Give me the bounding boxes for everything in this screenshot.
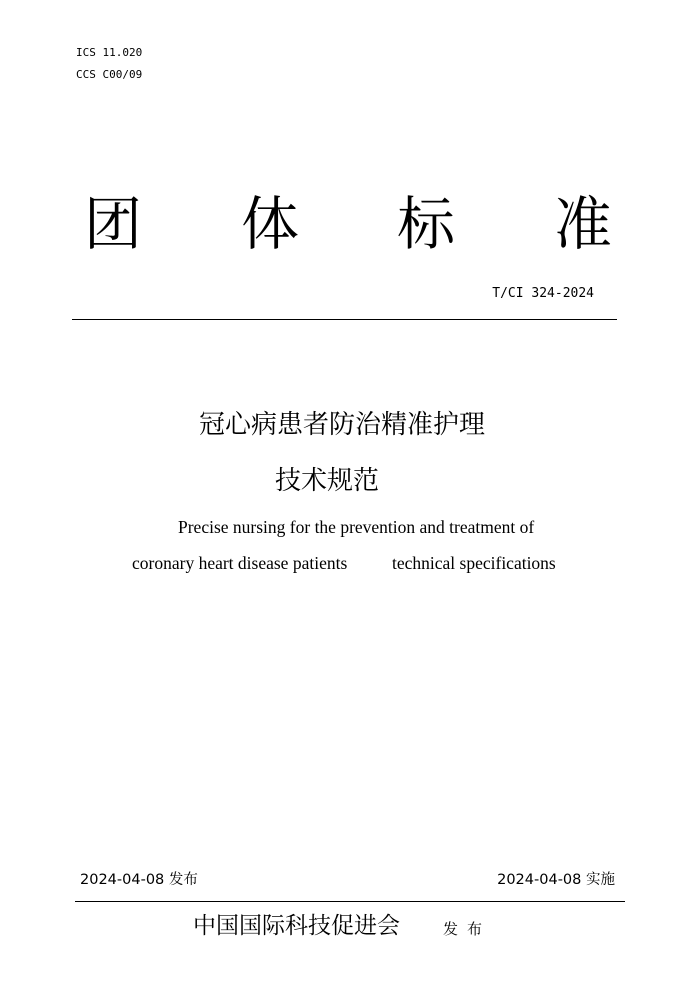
ics-code: ICS 11.020 — [76, 46, 143, 59]
header-char-zhun: 准 — [554, 190, 613, 258]
header-char-biao: 标 — [397, 190, 456, 258]
bottom-divider — [75, 901, 625, 902]
publish-date: 2024-04-08 发布 — [80, 872, 198, 888]
title-english-line-1: Precise nursing for the prevention and treatment of — [178, 517, 535, 537]
top-divider — [72, 319, 617, 320]
title-chinese-line-1: 冠心病患者防治精准护理 — [199, 410, 486, 440]
title-english-line-2b: technical specifications — [392, 553, 556, 573]
header-char-tuan: 团 — [84, 190, 143, 258]
implementation-date: 2024-04-08 实施 — [497, 872, 615, 888]
publisher-name: 中国国际科技促进会 — [193, 913, 400, 939]
standard-number: T/CI 324-2024 — [492, 286, 594, 301]
title-chinese-line-2: 技术规范 — [275, 466, 380, 496]
publish-label: 发布 — [443, 920, 492, 938]
header-char-ti: 体 — [241, 190, 300, 258]
ccs-code: CCS C00/09 — [76, 68, 143, 81]
title-english-line-2a: coronary heart disease patients — [132, 553, 348, 573]
